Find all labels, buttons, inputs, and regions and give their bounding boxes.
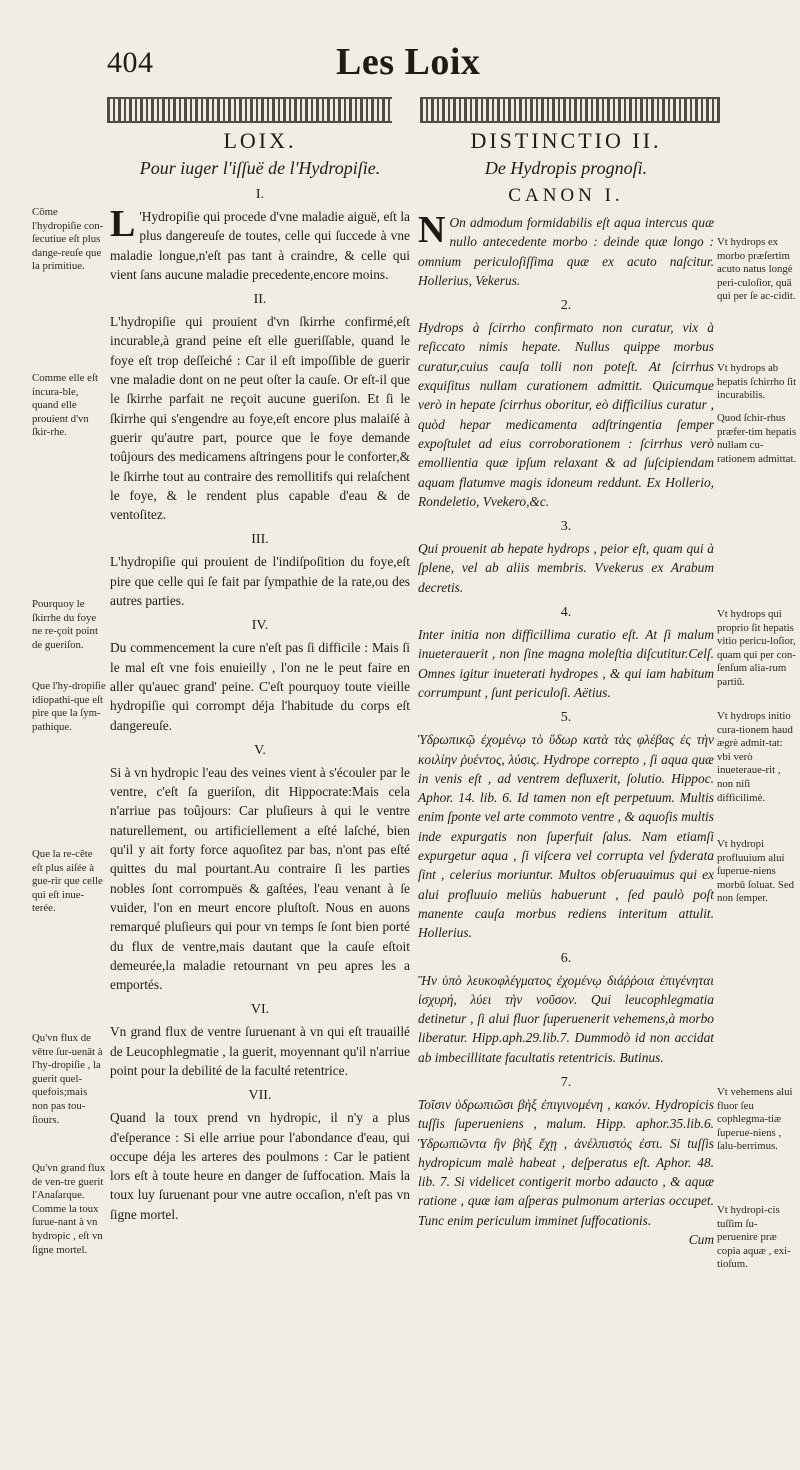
canon-number: 3. (560, 519, 572, 535)
section-text: L 'Hydropiſie qui procede d'vne maladie aiguë, eſt la plus dangereuſe de toutes, celle qui ſuccede à vne maladie longue,n'eſt pas tant à craindre, & celle qui vient ſans aucune maladie precedente,encore moins. (110, 203, 410, 282)
canon-number: 4. (560, 605, 572, 621)
canon-number: 7. (560, 1074, 572, 1090)
canon-heading: CANON I. (508, 185, 624, 206)
margin-note-right: Vt vehemens alui fluor ſeu cophlegma-tiæ ſuperue-niens , ſalu-berrimus. (717, 1086, 793, 1153)
margin-note-right: Vt hydrops ex morbo præſertim acuto natus longè peri-culoſior, quā qui per ſe ac-cidit. (717, 236, 796, 303)
left-column (110, 128, 410, 1224)
margin-note-left: Qu'vn grand flux de ven-tre guerit l'Anaſarque. Comme la toux ſurue-nant à vn hydropic , eſt vn ſigne mortel. (32, 1162, 106, 1256)
section-text: L'hydropiſie qui prouient d'vn ſkirrhe confirmé,eſt incurable,à grand peine eſt elle gueriſſable, quand le foye eſt trop deſſeiché : Car il eſt impoſſible de guerir vne maladie dont on ne peut oſter la cauſe. Or eſt-il que le ſkirrhe parfait ne reçoit aucune gueriſon. Et ſi le ſkirrhe qui s'engendre au foye,eſt encore plus malaiſé à guerir qu'autre part, pource que le foye demande toûjours des medicamens aſtringens pour le conforter,& le ſkirrhe tout au contraire des remollitifs qui relaſchent le foye, & le rendent plus capable d'eau & de ventoſitez. (110, 314, 410, 523)
margin-note-left: Pourquoy le ſkirrhe du foye ne re-çoit point de gueriſon. (32, 598, 98, 651)
margin-note-left: Comme elle eſt incura-ble, quand elle prouient d'vn ſkir-rhe. (32, 372, 98, 439)
margin-note-right: Vt hydrops initio cura-tionem haud ægrè admit-tat: vbi verò inueteraue-rit , non niſi difficilimè. (717, 710, 793, 804)
section-text: L'hydropiſie qui prouient de l'indiſpoſition du foye,eſt pire que celle qui ſe fait par ſympathie de la rate,ou des autres parties. (110, 554, 410, 609)
canon-number: 5. (560, 710, 572, 726)
margin-note-right: Vt hydrops ab hepatis ſchirrho ſit incurabilis. (717, 362, 797, 402)
right-subtitle: De Hydropis prognoſi. (484, 158, 648, 178)
margin-note-right: Vt hydropi-cis tuſſim ſu-peruenire præ copia aquæ , exi-tioſum. (717, 1204, 791, 1271)
margin-note-left: Que la re-cête eſt plus aiſée à gue-rir que celle qui eſt inue-terée. (32, 848, 103, 915)
page-number: 404 (107, 46, 154, 79)
margin-note-left: Qu'vn flux de vētre ſur-uenāt à l'hy-dropiſie , la guerit quel-quefois;mais non pas tou-ſiours. (32, 1032, 103, 1126)
section-text: Vn grand flux de ventre ſuruenant à vn qui eſt trauaillé de Leucophlegmatie , la guerit, moyennant qu'il n'arriue point pour la debilité de la faculté retentrice. (110, 1024, 410, 1078)
canon-number: 2. (560, 298, 572, 314)
canon-text: N On admodum formidabilis eſt aqua intercus quæ nullo antecedente morbo : deinde quæ longo : omnium periculoſiſſima quæ ex acuto naſcitur. Hollerius, Vekerus. (418, 209, 714, 288)
canon-text: Τοῖσιν ὑδρωπιῶσι βὴξ ἐπιγινομένη , κακόν. Hydropicis tuſſis ſuperueniens , malum. Hipp. aphor.35.lib.6. Ὑδρωπιῶντα ἢν βὴξ ἔχῃ , ἀνέλπιστός ἐστι. Si tuſſis hydropicum malè habeat , deſperatus eſt. Aphor. 48. lib. 7. Si videlicet contigerit morbo adaucto , & aquæ ratione , quæ iam aſperas pulmonum arterias occupet. Tunc enim periculum imminet ſuffocationis. (418, 1096, 714, 1228)
margin-note-left: Cōme l'hydropiſie con-ſecutiue eſt plus dange-reuſe que la primitiue. (32, 206, 104, 273)
section-number: V. (254, 742, 266, 758)
right-column (418, 128, 714, 1248)
ornament-band-right (420, 97, 720, 123)
section-number: VI. (250, 1002, 270, 1018)
canon-text: Hydrops à ſcirrho confirmato non curatur, vix à reſiccato nimis hepate. Nullus quippe morbus curatur,cuius cauſa tolli non poteſt. At ſcirrhus exquiſitus nullam curationem admittit. Quicumque verò in hepate ſcirrhus oboritur, eò difficilius curatur , quòd hepar medicamenta adſtringentia ſemper expoſtulet ad eius corroborationem : ſcirrhus verò emollientia quæ ipſum relaxant & ad ſuſcipiendam aquam flatumve magis idoneum reddunt. Ex Hollerio, Rondeletio, Vvekero,&c. (418, 320, 714, 509)
canon-text: Ὑδρωπικῷ ἐχομένῳ τὸ ὕδωρ κατὰ τὰς φλέβας ἐς τὴν κοιλίην ῥυέντος, λύσις. Hydrope correpto , ſi aqua quæ in venis eſt , ad ventrem defluxerit, ſolutio. Hippoc. Aphor. 14. lib. 6. Id tamen non eſt perpetuum. Multis enim ſponte vel arte commoto ventre , & aquoſis multis inde expurgatis non ſuperfuit ſalus. Nam etiamſi expurgetur aqua , ſi viſcera vel corrupta vel ſyderata ſint , celerius moriuntur. Multos obſeruauimus qui ex alui profluuio meliùs habuerunt , ſed paulò poſt manente cauſa morbus rediens interitum attulit. Hollerius. (418, 732, 714, 941)
section-text: Si à vn hydropic l'eau des veines vient à s'écouler par le ventre, c'eſt ſa gueriſon, dit Hippocrate:Mais cela n'arriue pas toûjours: Car pluſieurs à qui le ventre naturellement, ou artificiellement a eſté laſché, bien qu'il y ait forty force aquoſitez par bas, n'ont pas eſté quittes du mal pourtant.Au contraire ſi les parties nobles ſont corrompuës & gaſtées, l'eau venant à ſe vuider, l'on en meurt encore pluſtoſt. Nous en auons remarqué pluſieurs qui pour vn temps ſe ſont bien porté du flux de ventre,mais dautant que la cauſe eſtoit demeurée,la maladie retournant vn peu apres les a emportés. (110, 764, 410, 993)
section-number: VII. (248, 1088, 272, 1104)
section-number: II. (253, 292, 267, 308)
canon-number: 6. (560, 950, 572, 966)
section-text: Du commencement la cure n'eſt pas ſi difficile : Mais ſi le mal eſt vne fois enuieilly , l'on ne le peut faire en aller qu'auec grand' peine. C'eſt pourquoy toute vieille hydropiſie qui corrompt déja l'habitude du corps eſt dangereuſe. (110, 640, 410, 733)
catchword: Cum (688, 1232, 714, 1248)
right-title: DISTINCTIO II. (470, 128, 662, 153)
section-number: III. (251, 532, 269, 548)
margin-note-right: Quod ſchir-rhus præfer-tim hepatis nullam cu-rationem admittat. (717, 412, 797, 465)
drop-cap: L (110, 203, 136, 245)
canon-text: Qui prouenit ab hepate hydrops , peior eſt, quam qui à ſplene, vel ab aliis membris. Vvekerus ex Arabum decretis. (418, 541, 714, 595)
ornament-band-left (107, 97, 392, 123)
margin-note-right: Vt hydrops qui proprio ſit hepatis vitio pericu-loſior, quam qui per con-ſenſum alia-rum partiū. (717, 608, 796, 688)
left-subtitle: Pour iuger l'iſſuë de l'Hydropiſie. (139, 158, 381, 178)
section-number: IV. (251, 618, 269, 634)
running-title: Les Loix (336, 41, 481, 83)
margin-note-left: Que l'hy-dropiſie idiopathi-que eſt pire que la ſym-pathique. (32, 680, 106, 733)
margin-note-right: Vt hydropi profluuium alui ſuperue-niens morbū ſoluat. Sed non ſemper. (717, 838, 795, 905)
section-text: Quand la toux prend vn hydropic, il n'y a plus d'eſperance : Si elle arriue pour l'abondance d'eau, qui occupe déja les arteres des poulmons : Car le patient lors eſt à toute heure en danger de ſuffocation. Mais la toux luy ſuruenant pour vne autre occaſion, n'eſt pas vn ſigne mortel. (110, 1110, 410, 1222)
canon-text: Ἢν ὑπὸ λευκοφλέγματος ἐχομένῳ διάῤῥοια ἐπιγένηται ἰσχυρή, λύει τὴν νοῦσον. Qui leucophlegmatia detinetur , ſi alui fluor ſuperuenerit vehemens,à morbo liberatur. Hipp.aph.29.lib.7. Dummodò id non accidat ab imbecillitate facultatis retentricis. Butinus. (418, 972, 714, 1065)
canon-text: Inter initia non difficillima curatio eſt. At ſi malum inueterauerit , non ſine magna moleſtia diſcutitur.Celſ. Omnes igitur inueterati hydropes , & qui iam habitum corrumpunt , ſunt periculoſi. Aëtius. (418, 627, 714, 700)
section-number: I. (255, 187, 265, 202)
drop-cap: N (418, 209, 446, 251)
left-title: LOIX. (223, 128, 297, 153)
